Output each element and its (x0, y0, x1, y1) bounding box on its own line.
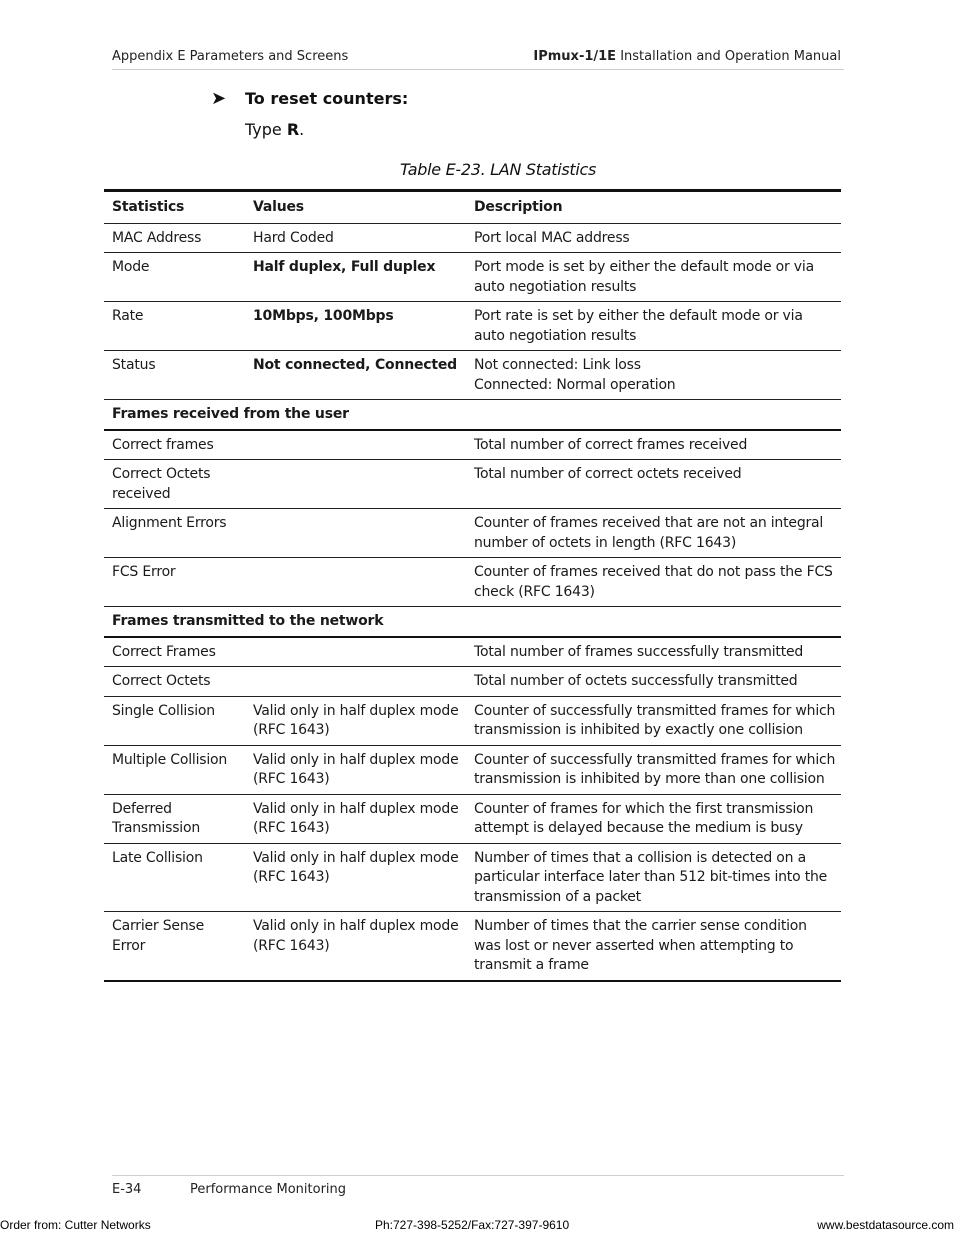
stat-description: Number of times that the carrier sense condition was lost or never asserted when attempting to transmit a frame (466, 912, 841, 981)
table-header-row (104, 191, 841, 224)
stat-description: Port mode is set by either the default mode or via auto negotiation results (466, 253, 841, 302)
stat-value: Valid only in half duplex mode (RFC 1643) (245, 745, 466, 794)
stat-description: Counter of frames received that do not pass the FCS check (RFC 1643) (466, 558, 841, 607)
footer-section-title: Performance Monitoring (190, 1182, 347, 1197)
table-row (104, 253, 841, 302)
stat-value: Not connected, Connected (245, 351, 466, 400)
stat-name: Status (104, 351, 245, 400)
stat-value (245, 558, 466, 607)
table-row (104, 912, 841, 981)
header-rule (112, 69, 844, 70)
table-row (104, 430, 841, 460)
stat-name: FCS Error (104, 558, 245, 607)
stat-name: Carrier Sense Error (104, 912, 245, 981)
order-phone-fax: Ph:727-398-5252/Fax:727-397-9610 (375, 1218, 570, 1232)
lan-statistics-table (104, 189, 841, 982)
table-row (104, 558, 841, 607)
section-heading: Frames transmitted to the network (104, 607, 841, 637)
order-source: Order from: Cutter Networks (0, 1218, 151, 1232)
stat-name: Alignment Errors (104, 509, 245, 558)
table-row (104, 794, 841, 843)
stat-value: Valid only in half duplex mode (RFC 1643) (245, 794, 466, 843)
stat-name: Rate (104, 302, 245, 351)
stat-name: Correct Octets received (104, 460, 245, 509)
stat-description: Counter of frames for which the first transmission attempt is delayed because the medium is busy (466, 794, 841, 843)
table-row (104, 745, 841, 794)
table-section-row (104, 607, 841, 637)
stat-value (245, 667, 466, 697)
stat-description: Port rate is set by either the default mode or via auto negotiation results (466, 302, 841, 351)
table-row (104, 509, 841, 558)
stat-description: Counter of frames received that are not an integral number of octets in length (RFC 1643) (466, 509, 841, 558)
column-header-statistics: Statistics (104, 191, 245, 224)
footer-rule (112, 1175, 844, 1176)
table-row (104, 223, 841, 253)
stat-name: Correct Octets (104, 667, 245, 697)
section-heading: Frames received from the user (104, 400, 841, 430)
stat-value: Valid only in half duplex mode (RFC 1643) (245, 843, 466, 912)
table-row (104, 637, 841, 667)
stat-description: Total number of correct frames received (466, 430, 841, 460)
stat-description: Total number of frames successfully transmitted (466, 637, 841, 667)
manual-title: Installation and Operation Manual (616, 49, 841, 64)
stat-value (245, 509, 466, 558)
stat-description (466, 351, 841, 400)
stat-name: Late Collision (104, 843, 245, 912)
step-suffix: . (299, 120, 305, 139)
running-header-left: Appendix E Parameters and Screens (112, 49, 349, 64)
stat-name: Mode (104, 253, 245, 302)
table-row (104, 696, 841, 745)
stat-name: Correct frames (104, 430, 245, 460)
stat-description: Counter of successfully transmitted frames for which transmission is inhibited by exactly one collision (466, 696, 841, 745)
stat-value (245, 637, 466, 667)
stat-description: Total number of correct octets received (466, 460, 841, 509)
stat-name: Multiple Collision (104, 745, 245, 794)
stat-name: Deferred Transmission (104, 794, 245, 843)
stat-value (245, 430, 466, 460)
stat-description: Total number of octets successfully transmitted (466, 667, 841, 697)
running-header-right (533, 49, 841, 64)
stat-description-line: Not connected: Link loss (474, 357, 641, 373)
column-header-values: Values (245, 191, 466, 224)
table-section-row (104, 400, 841, 430)
table-row (104, 843, 841, 912)
stat-name: MAC Address (104, 223, 245, 253)
column-header-description: Description (466, 191, 841, 224)
stat-value (245, 460, 466, 509)
procedure-arrow-icon: ➤ (211, 88, 227, 109)
procedure-step (245, 120, 304, 139)
table-row (104, 460, 841, 509)
stat-value: Valid only in half duplex mode (RFC 1643) (245, 696, 466, 745)
stat-description: Port local MAC address (466, 223, 841, 253)
order-website-link[interactable]: www.bestdatasource.com (817, 1218, 954, 1232)
procedure-title: To reset counters: (245, 89, 409, 108)
table-row (104, 667, 841, 697)
stat-description-line: Connected: Normal operation (474, 376, 676, 393)
stat-name: Single Collision (104, 696, 245, 745)
table-row (104, 302, 841, 351)
step-key: R (286, 120, 300, 139)
page-number: E-34 (112, 1182, 142, 1197)
stat-description: Number of times that a collision is detected on a particular interface later than 512 bit-times into the transmission of a packet (466, 843, 841, 912)
table-row (104, 351, 841, 400)
stat-value: Valid only in half duplex mode (RFC 1643) (245, 912, 466, 981)
stat-description: Counter of successfully transmitted frames for which transmission is inhibited by more than one collision (466, 745, 841, 794)
manual-product-name: IPmux-1/1E (533, 49, 617, 64)
stat-value: Half duplex, Full duplex (245, 253, 466, 302)
stat-value: Hard Coded (245, 223, 466, 253)
stat-name: Correct Frames (104, 637, 245, 667)
table-caption: Table E-23. LAN Statistics (399, 160, 597, 179)
stat-value: 10Mbps, 100Mbps (245, 302, 466, 351)
step-prefix: Type (245, 120, 287, 139)
